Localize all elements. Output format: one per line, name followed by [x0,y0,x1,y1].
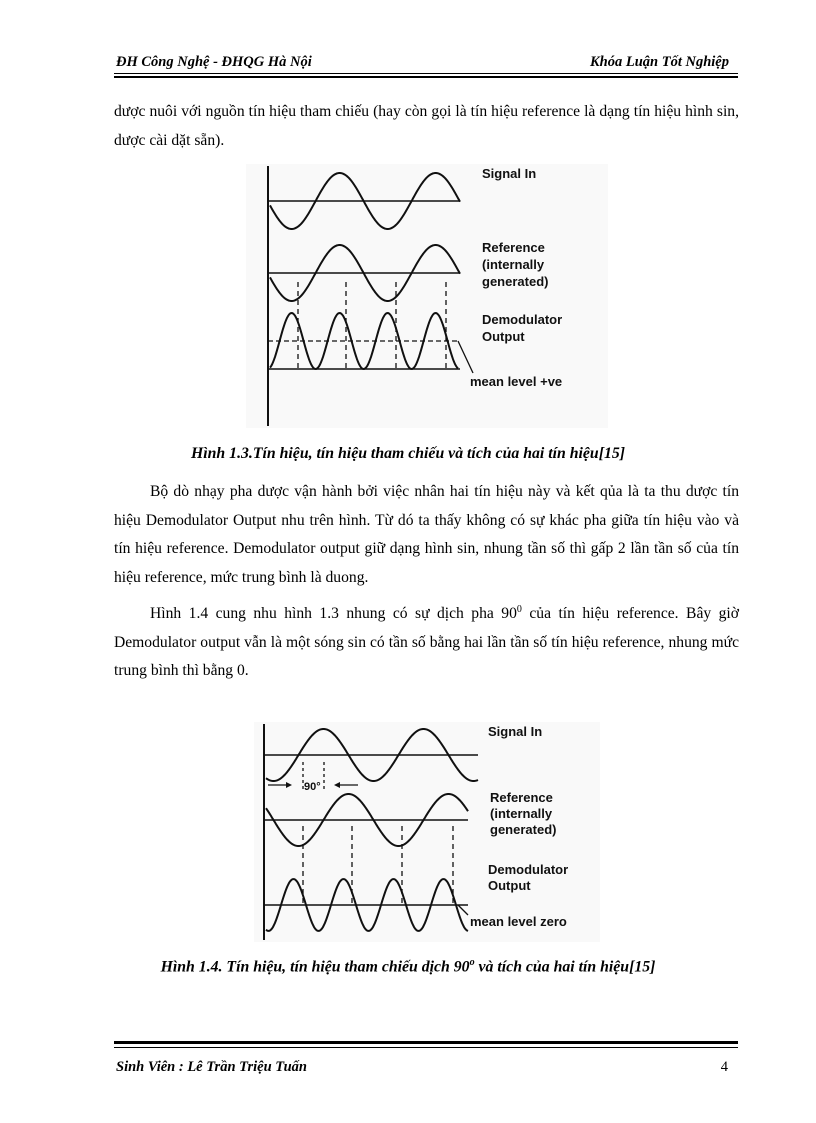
paragraph-3-part-1: Hình 1.4 cung nhu hình 1.3 nhung có sự dịch pha 90 [150,605,517,623]
paragraph-2: Bộ dò nhạy pha dược vận hành bởi việc nhân hai tín hiệu này và kết qủa là ta thu dược tín hiệu Demodulator Output nhu trên hình. Từ dó ta thấy không có sự khác pha giữa tín hiệu vào và tín hiệu reference. Demodulator output giữ dạng hình sin, nhung tần số thì gấp 2 lần tần số của tín hiệu reference, mức trung bình là duong. [114,483,739,586]
label-signal-in: Signal In [482,166,537,181]
paragraph-3-degree: 0 [516,604,522,615]
label-mean-level-zero: mean level zero [470,914,567,929]
mean-level-pointer [458,341,473,373]
footer-student-name: Sinh Viên : Lê Trần Triệu Tuấn [116,1059,307,1075]
header-right-title: Khóa Luận Tốt Nghiệp [590,54,729,70]
header-left-title: ĐH Công Nghệ - ĐHQG Hà Nội [116,54,312,70]
label-signal-in-2: Signal In [488,724,543,739]
figure-2-diagram [254,722,600,942]
header-rule-thick [114,76,738,78]
label-reference-2-2: (internally [490,806,553,821]
figure-2-caption-part-2: và tích của hai tín hiệu[15] [474,958,656,976]
figure-2-caption [100,957,716,976]
label-reference-2-3: generated) [490,822,557,837]
label-demodulator-1: Demodulator [482,312,563,327]
label-demodulator-2: Output [482,329,525,344]
label-reference-3: generated) [482,274,549,289]
figure-2-caption-degree: o [469,957,475,968]
label-demodulator-2-1: Demodulator [488,862,569,877]
phase-arrow-right-head [334,782,340,788]
label-demodulator-2-2: Output [488,878,531,893]
label-reference-2-1: Reference [490,790,553,805]
paragraph-3-part-2: của tín hiệu reference. Bây giờ Demodulator output vẫn là một sóng sin có tần số bằng hai lần tần số tín hiệu reference, nhung mức trung bình thì bằng 0. [114,605,739,680]
page-number: 4 [720,1059,728,1075]
label-mean-level: mean level +ve [470,374,563,389]
label-phase-shift: 90° [304,781,321,793]
header-rule [114,73,738,74]
label-reference-1: Reference [482,240,545,255]
paragraph-3 [114,596,739,686]
phase-arrow-left-head [286,782,292,788]
figure-2-caption-part-1: Hình 1.4. Tín hiệu, tín hiệu tham chiếu dịch 90 [160,958,470,976]
footer-rule [114,1047,738,1048]
figure-1-caption: Hình 1.3.Tín hiệu, tín hiệu tham chiếu và tích của hai tín hiệu[15] [190,445,626,462]
figure-1-diagram [246,164,608,428]
paragraph-1: dược nuôi với nguồn tín hiệu tham chiếu (hay còn gọi là tín hiệu reference là dạng tín hiệu hình sin, dược cài dặt sẵn). [114,103,739,149]
label-reference-2: (internally [482,257,545,272]
footer-rule-thick [114,1041,738,1044]
